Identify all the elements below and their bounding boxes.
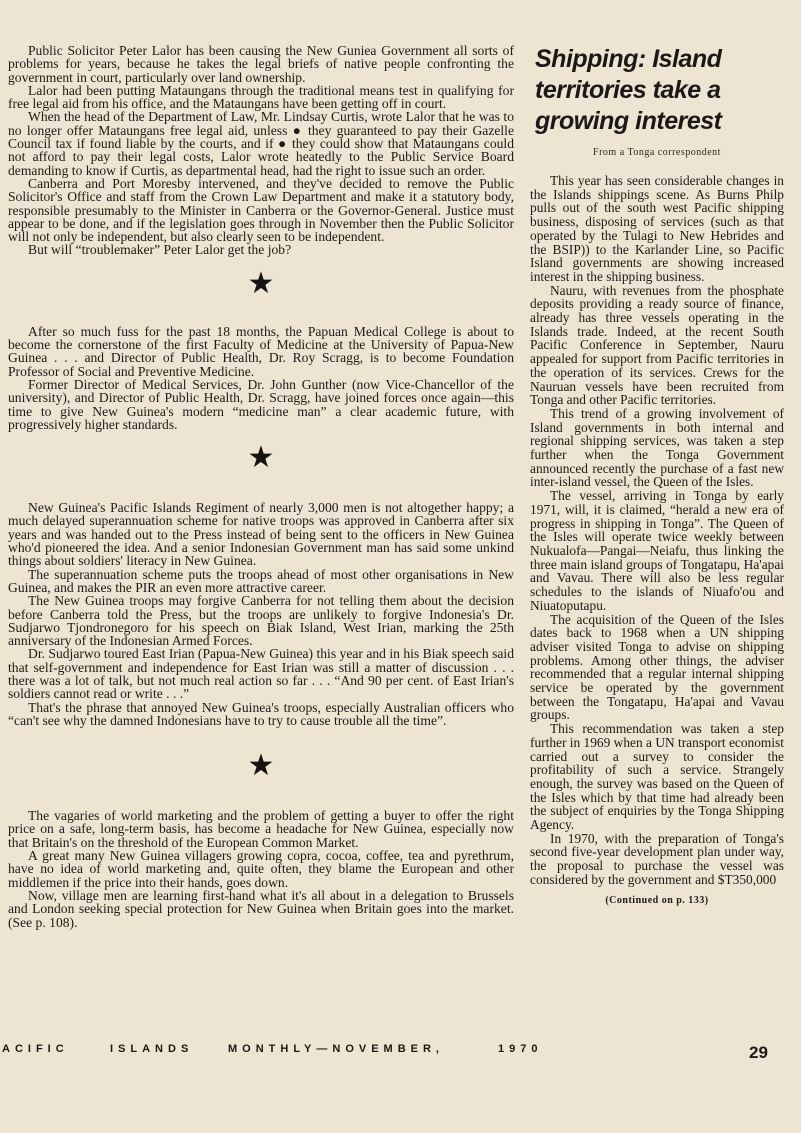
paragraph: This year has seen considerable changes in the Islands shippings scene. As Burns Philp pulls out of the south west Pacific shipping business, disposing of services (such as that operated by the Tulagi to New Hebrides and the BSIP)) to the Karlander Line, so Pacific Island governments are showing increased interest in the shipping business. [530, 173, 784, 284]
paragraph: Lalor had been putting Mataungans through the traditional means test in qualifying for free legal aid from his office, and the Mataungans have been getting off in court. [8, 82, 514, 112]
paragraph: After so much fuss for the past 18 months, the Papuan Medical College is about to become the cornerstone of the first Faculty of Medicine at the University of Papua-New Guinea . . . and Director of Public Health, Dr. Roy Scragg, is to become Foundation Professor of Social and Preventive Medicine. [8, 323, 514, 379]
paragraph: Now, village men are learning first-hand what it's all about in a delegation to Brussels and London seeking special protection for New Guinea when Britain goes into the market. (See p. 108). [8, 887, 514, 930]
section-public-solicitor [8, 44, 514, 257]
star-divider-icon: ★ [247, 749, 275, 783]
paragraph: Canberra and Port Moresby intervened, and they've decided to remove the Public Solicitor's Office and staff from the Crown Law Department and make it a statutory body, responsible presumably to the Minister in Canberra or the Governor-General. Justice must appear to be done, and if the legislation goes through in November then the Public Solicitor will not only be independent, but also clearly seen to be independent. [8, 175, 514, 245]
paragraph: In 1970, with the preparation of Tonga's second five-year development plan under way, the proposal to purchase the vessel was considered by the government and $T350,000 [530, 830, 784, 887]
paragraph: This recommendation was taken a step further in 1969 when a UN transport economist carried out a survey to consider the profitability of such a service. Strangely enough, the survey was based on the Queen of the Isles which by that time had already been the subject of enquiries by the Tonga Shipping Agency. [530, 721, 784, 833]
paragraph: When the head of the Department of Law, Mr. Lindsay Curtis, wrote Lalor that he was to no longer offer Mataungans free legal aid, unless ● they guaranteed to pay their Gazelle Council tax if found liable by the courts, and if ● they could show that Mataungans could not afford to pay their legal costs, Lalor wrote heatedly to the Public Service Board demanding to know if Curtis, as departmental head, had the right to issue such an order. [8, 109, 514, 178]
paragraph: A great many New Guinea villagers growing copra, cocoa, coffee, tea and pyrethrum, have no idea of world marketing and, quite often, they blame the European and other middlemen if the price into their hands, goes down. [8, 848, 514, 890]
footer-publication-part2: ISLANDS [110, 1043, 194, 1055]
footer-issue-year: 1970 [498, 1043, 543, 1055]
page-footer [0, 1043, 801, 1073]
star-divider-icon: ★ [247, 441, 275, 475]
continued-note: (Continued on p. 133) [605, 894, 709, 906]
byline: From a Tonga correspondent [593, 147, 721, 158]
paragraph: This trend of a growing involvement of Island governments in both internal and regional shipping services, was taken a step further when the Tonga Government announced recently the purchase of a fast new inter-island vessel, the Queen of the Isles. [530, 405, 784, 490]
paragraph: Dr. Sudjarwo toured East Irian (Papua-New Guinea) this year and in his Biak speech said that self-government and independence for East Irian was still a matter of discussion . . . there was a lot of talk, but not much real action so far . . . “And 90 per cent. of East Irian's soldiers cannot read or write . . .” [8, 646, 514, 702]
section-medical-college [8, 325, 514, 431]
star-divider-icon: ★ [247, 266, 275, 300]
paragraph: The New Guinea troops may forgive Canberra for not telling them about the decision before Canberra told the Press, but the troops are unlikely to forgive Indonesia's Dr. Sudjarwo Tjondronegoro for his speech on Biak Island, West Irian, marking the 25th anniversary of the Indonesian Armed Forces. [8, 593, 514, 649]
paragraph: That's the phrase that annoyed New Guinea's troops, especially Australian officers who “can't see why the damned Indonesians have to try to cause trouble all the time”. [8, 699, 514, 728]
right-column [530, 44, 784, 906]
paragraph: But will “troublemaker” Peter Lalor get the job? [28, 242, 292, 258]
paragraph: The vagaries of world marketing and the problem of getting a buyer to offer the right price on a safe, long-term basis, has become a headache for New Guinea, especially now that Britain's on the threshold of the European Common Market. [8, 808, 514, 850]
paragraph: Nauru, with revenues from the phosphate deposits providing a ready source of finance, already has three vessels operating in the Islands trade. Indeed, at the recent South Pacific Conference in September, Nauru appealed for support from Pacific territories in the operation of its services. Crews for the Nauruan vessels have been recruited from Tonga and other Pacific territories. [530, 282, 784, 408]
article-headline: Shipping: Island territories take a growing interest [535, 45, 722, 135]
paragraph: Public Solicitor Peter Lalor has been causing the New Guniea Government all sorts of problems for years, because he takes the legal briefs of native people confronting the government in court, particularly over land ownership. [8, 43, 514, 85]
paragraph: New Guinea's Pacific Islands Regiment of nearly 3,000 men is not altogether happy; a much delayed superannuation scheme for native troops was approved in Canberra after six years and was handed out to the Press instead of being sent to the officers in New Guinea who'd pioneered the idea. And a senior Indonesian Government man has said some unkind things about soldiers' literacy in New Guinea. [8, 500, 514, 569]
paragraph: Former Director of Medical Services, Dr. John Gunther (now Vice-Chancellor of the university), and Director of Public Health, Dr. Scragg, have joined forces once again—this time to give New Guinea's modern “medicine man” a clear academic future, with progressively higher standards. [8, 376, 514, 432]
section-world-marketing [8, 809, 514, 929]
paragraph: The superannuation scheme puts the troops ahead of most other organisations in New Guinea, and makes the PIR an even more attractive career. [8, 566, 514, 595]
footer-issue-month: MONTHLY—NOVEMBER, [228, 1043, 444, 1055]
page-number: 29 [749, 1043, 768, 1062]
section-pacific-islands-regiment [8, 501, 514, 727]
footer-publication-part1: ACIFIC [2, 1043, 69, 1055]
paragraph: The vessel, arriving in Tonga by early 1971, will, it is claimed, “herald a new era of progress in shipping in Tonga”. The Queen of the Isles will operate twice weekly between Nukualofa—Pangai—Neiafu, thus linking the three main island groups of Tongatapu, Ha'apai and Vavau. There will also be less regular schedules to the islands of Niuafo'ou and Niuatoputapu. [530, 488, 784, 613]
paragraph: The acquisition of the Queen of the Isles dates back to 1968 when a UN shipping adviser visited Tonga to advise on shipping problems. Among other things, the adviser recommended that a regular internal shipping service be operated by the government between the Tongatapu, Ha'apai and Vavau groups. [530, 611, 784, 723]
left-column [8, 44, 514, 929]
